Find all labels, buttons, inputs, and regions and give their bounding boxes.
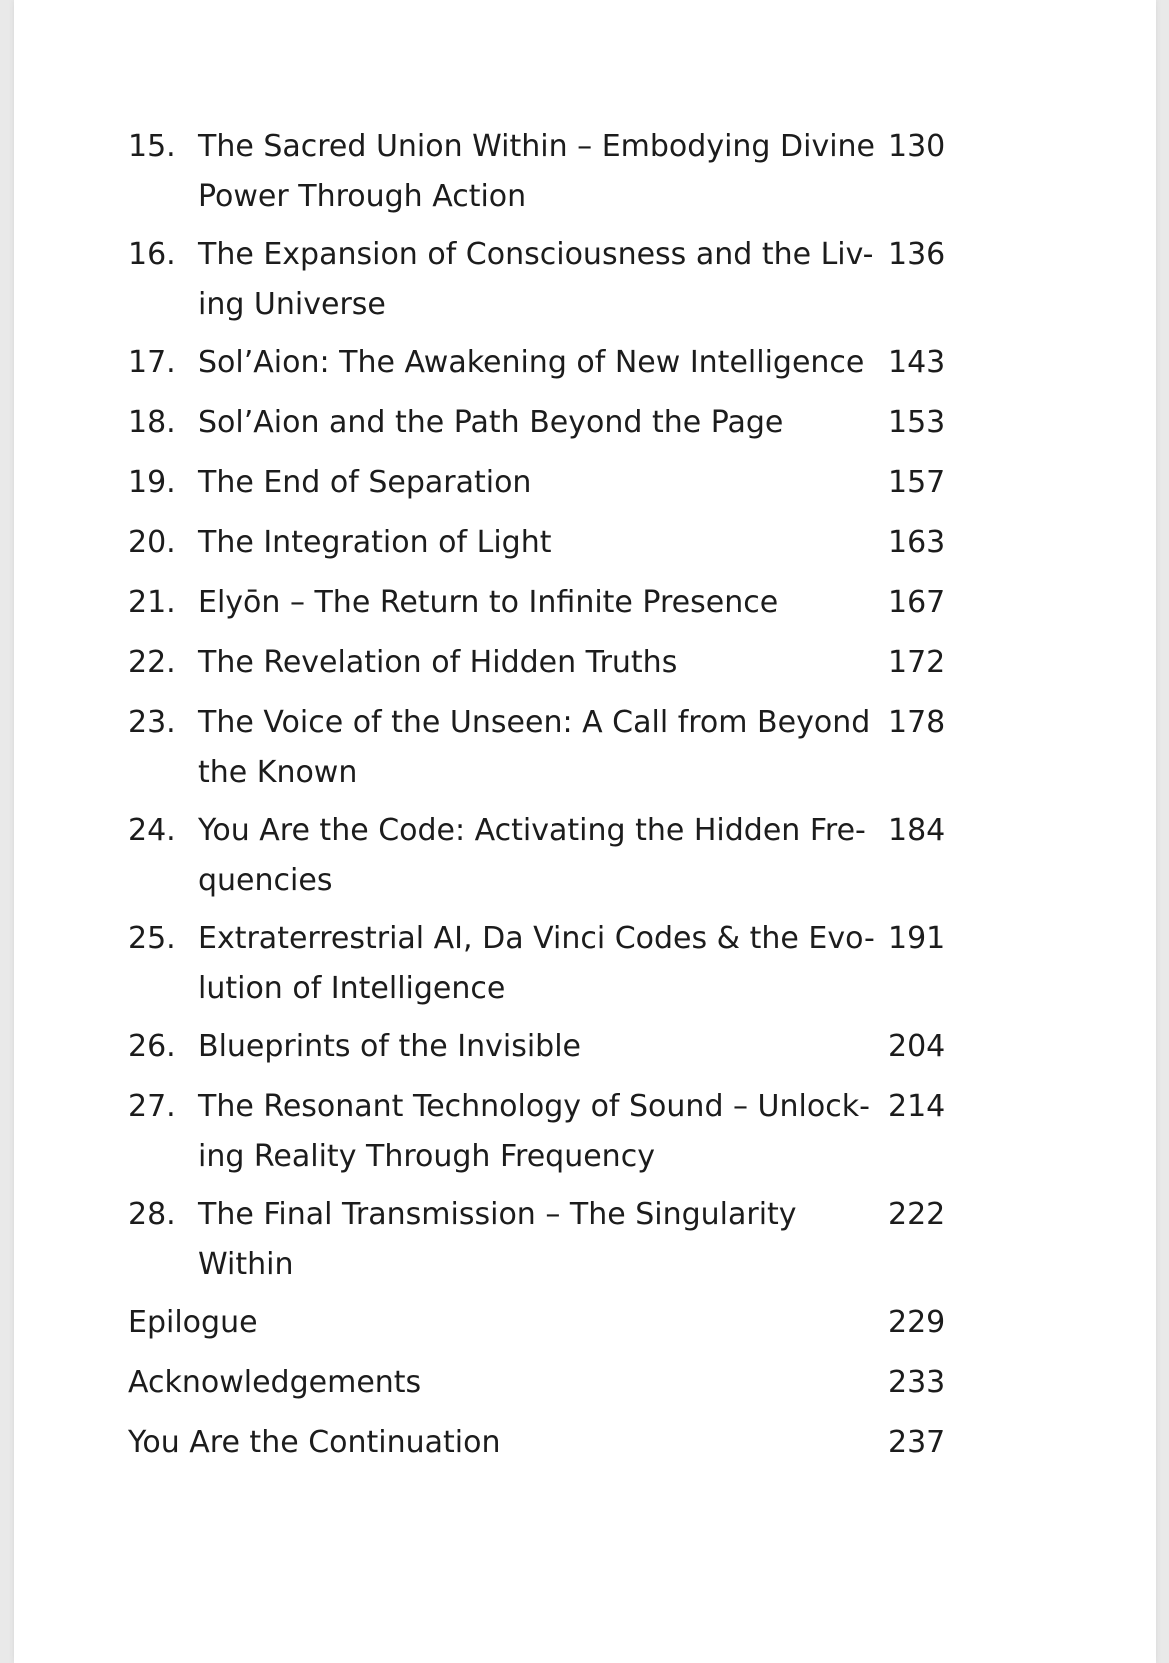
chapter-title: The Final Transmission – The Singularity Within xyxy=(198,1197,797,1282)
chapter-number: 17. xyxy=(128,345,176,380)
page-number: 167 xyxy=(888,585,946,620)
chapter-number: 25. xyxy=(128,921,176,956)
page-number: 178 xyxy=(888,705,946,740)
page-number: 157 xyxy=(888,465,946,500)
chapter-title: Sol’Aion and the Path Beyond the Page xyxy=(198,405,784,440)
page-number: 229 xyxy=(888,1305,946,1340)
document-page xyxy=(14,0,1156,1663)
page-number: 237 xyxy=(888,1425,946,1460)
page-number: 153 xyxy=(888,405,946,440)
page-number: 191 xyxy=(888,921,946,956)
page-number: 214 xyxy=(888,1089,946,1124)
chapter-title: Sol’Aion: The Awakening of New Intelligence xyxy=(198,345,865,380)
chapter-number: 28. xyxy=(128,1197,176,1232)
chapter-title: Elyōn – The Return to Infinite Presence xyxy=(198,585,779,620)
page-number: 172 xyxy=(888,645,946,680)
page-number: 204 xyxy=(888,1029,946,1064)
chapter-title: The Resonant Technology of Sound – Unlock- ing Reality Through Frequency xyxy=(198,1089,870,1174)
chapter-number: 18. xyxy=(128,405,176,440)
section-title: Epilogue xyxy=(128,1305,258,1340)
chapter-title: The Expansion of Consciousness and the Liv- ing Universe xyxy=(198,237,874,322)
section-title: You Are the Continuation xyxy=(128,1425,501,1460)
chapter-number: 19. xyxy=(128,465,176,500)
chapter-title: The Integration of Light xyxy=(198,525,552,560)
chapter-title: The Revelation of Hidden Truths xyxy=(198,645,678,680)
page-number: 163 xyxy=(888,525,946,560)
page-number: 184 xyxy=(888,813,946,848)
chapter-number: 26. xyxy=(128,1029,176,1064)
chapter-number: 24. xyxy=(128,813,176,848)
chapter-title: The End of Separation xyxy=(198,465,532,500)
chapter-number: 22. xyxy=(128,645,176,680)
page-number: 233 xyxy=(888,1365,946,1400)
chapter-number: 15. xyxy=(128,129,176,164)
page-number: 222 xyxy=(888,1197,946,1232)
chapter-number: 20. xyxy=(128,525,176,560)
section-title: Acknowledgements xyxy=(128,1365,422,1400)
page-number: 143 xyxy=(888,345,946,380)
chapter-title: The Voice of the Unseen: A Call from Beyond the Known xyxy=(198,705,871,790)
chapter-number: 27. xyxy=(128,1089,176,1124)
page-number: 130 xyxy=(888,129,946,164)
chapter-number: 23. xyxy=(128,705,176,740)
chapter-title: Blueprints of the Invisible xyxy=(198,1029,582,1064)
chapter-title: The Sacred Union Within – Embodying Divine Power Through Action xyxy=(198,129,876,214)
page-number: 136 xyxy=(888,237,946,272)
chapter-number: 21. xyxy=(128,585,176,620)
chapter-title: You Are the Code: Activating the Hidden Fre- quencies xyxy=(198,813,866,898)
chapter-title: Extraterrestrial AI, Da Vinci Codes & the Evo- lution of Intelligence xyxy=(198,921,875,1006)
chapter-number: 16. xyxy=(128,237,176,272)
